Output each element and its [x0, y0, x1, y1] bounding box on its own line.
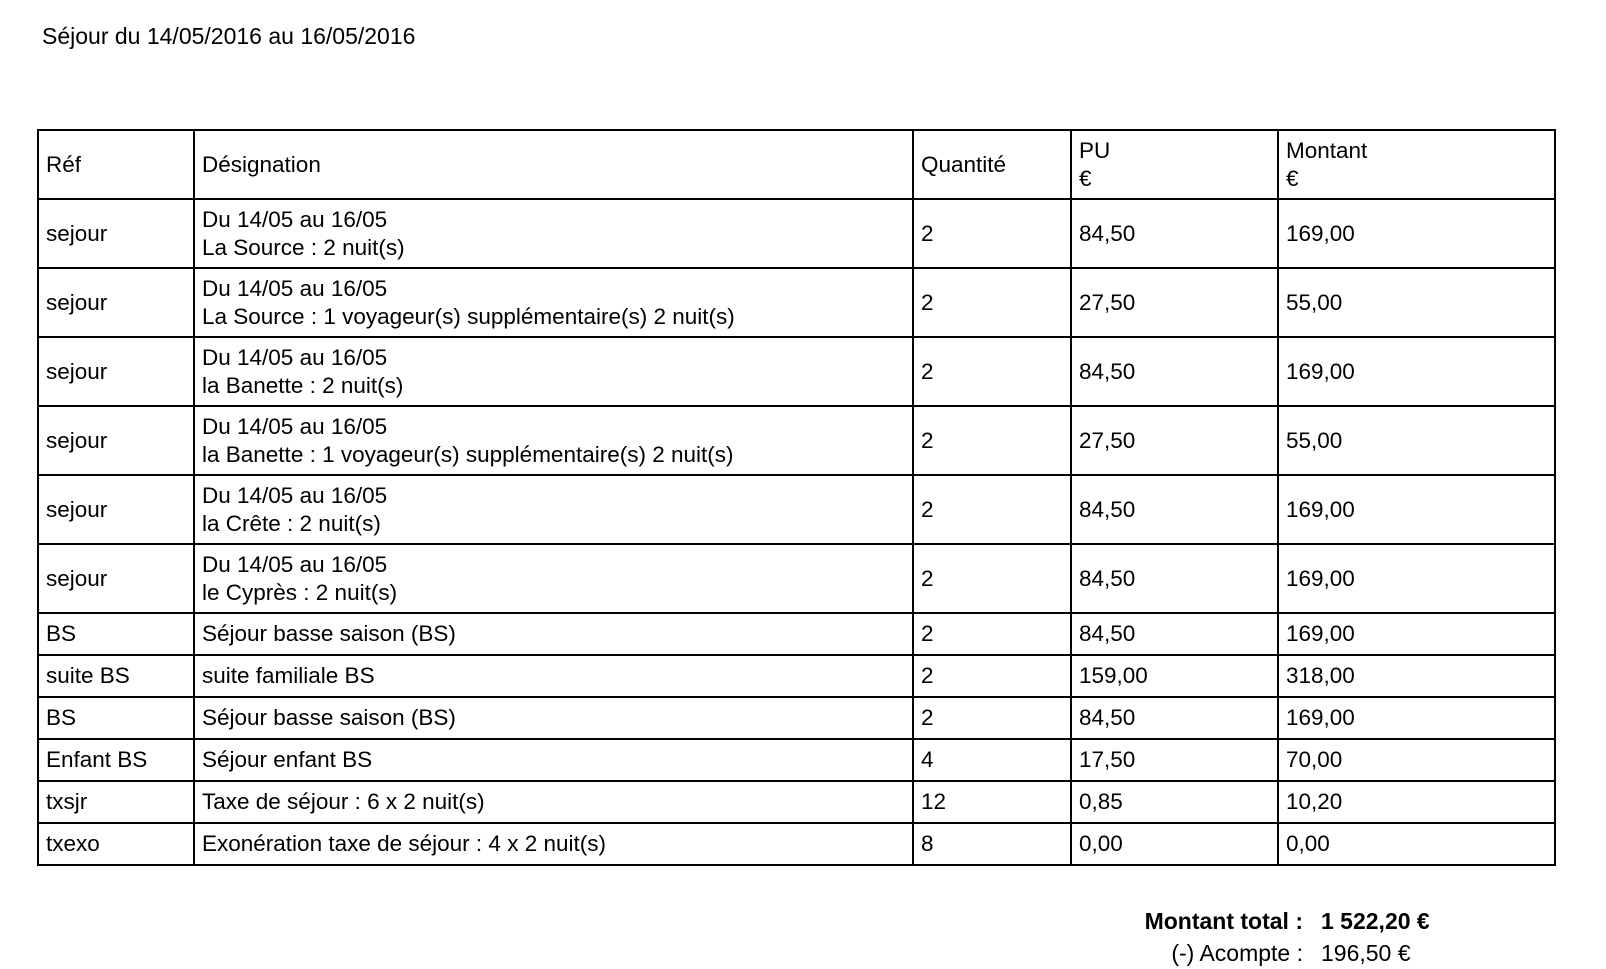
header-designation-label: Désignation — [202, 151, 321, 177]
designation-cell — [194, 337, 913, 406]
designation-cell — [194, 823, 913, 865]
table-row — [38, 697, 1555, 739]
designation-line: Taxe de séjour : 6 x 2 nuit(s) — [202, 789, 485, 814]
deposit-label: (-) Acompte : — [1171, 940, 1303, 966]
total-amount-label: Montant total : — [1144, 908, 1303, 934]
quantity-cell: 12 — [913, 781, 1071, 823]
amount-cell: 0,00 — [1278, 823, 1555, 865]
amount-cell: 318,00 — [1278, 655, 1555, 697]
quantity-cell: 2 — [913, 613, 1071, 655]
designation-cell — [194, 268, 913, 337]
total-amount-value: 1 522,20 € — [1321, 908, 1430, 934]
quantity-cell: 8 — [913, 823, 1071, 865]
unit-price-cell: 84,50 — [1071, 337, 1278, 406]
quantity-cell: 2 — [913, 199, 1071, 268]
designation-line: Séjour enfant BS — [202, 747, 373, 772]
unit-price-cell: 27,50 — [1071, 406, 1278, 475]
table-row — [38, 199, 1555, 268]
ref-cell: txexo — [38, 823, 194, 865]
designation-line: Du 14/05 au 16/05 — [202, 482, 388, 508]
designation-cell — [194, 781, 913, 823]
ref-cell: BS — [38, 697, 194, 739]
ref-cell: sejour — [38, 199, 194, 268]
table-row — [38, 475, 1555, 544]
ref-cell: sejour — [38, 475, 194, 544]
designation-cell — [194, 697, 913, 739]
table-row — [38, 406, 1555, 475]
designation-cell — [194, 475, 913, 544]
designation-cell — [194, 655, 913, 697]
designation-cell — [194, 613, 913, 655]
header-quantity — [913, 130, 1071, 199]
unit-price-cell: 0,85 — [1071, 781, 1278, 823]
unit-price-cell: 159,00 — [1071, 655, 1278, 697]
unit-price-cell: 84,50 — [1071, 613, 1278, 655]
designation-line: Du 14/05 au 16/05 — [202, 275, 388, 301]
amount-cell: 169,00 — [1278, 199, 1555, 268]
stay-title: Séjour du 14/05/2016 au 16/05/2016 — [42, 23, 416, 49]
ref-cell: Enfant BS — [38, 739, 194, 781]
header-ref — [38, 130, 194, 199]
amount-cell: 169,00 — [1278, 337, 1555, 406]
table-row — [38, 739, 1555, 781]
invoice-table — [37, 129, 1556, 866]
designation-line: Séjour basse saison (BS) — [202, 621, 456, 646]
quantity-cell: 2 — [913, 268, 1071, 337]
amount-cell: 55,00 — [1278, 406, 1555, 475]
amount-cell: 169,00 — [1278, 475, 1555, 544]
designation-line: la Banette : 1 voyageur(s) supplémentaire(s) 2 nuit(s) — [202, 441, 734, 467]
designation-cell — [194, 739, 913, 781]
designation-line: Séjour basse saison (BS) — [202, 705, 456, 730]
amount-cell: 55,00 — [1278, 268, 1555, 337]
unit-price-cell: 84,50 — [1071, 475, 1278, 544]
designation-line: La Source : 1 voyageur(s) supplémentaire(s) 2 nuit(s) — [202, 303, 735, 329]
ref-cell: sejour — [38, 337, 194, 406]
designation-line: la Crête : 2 nuit(s) — [202, 510, 381, 536]
table-row — [38, 613, 1555, 655]
designation-line: La Source : 2 nuit(s) — [202, 234, 405, 260]
designation-cell — [194, 406, 913, 475]
quantity-cell: 4 — [913, 739, 1071, 781]
invoice-table-body — [38, 199, 1555, 865]
ref-cell: sejour — [38, 268, 194, 337]
designation-line: Du 14/05 au 16/05 — [202, 206, 388, 232]
designation-line: Du 14/05 au 16/05 — [202, 551, 388, 577]
header-designation — [194, 130, 913, 199]
designation-line: Du 14/05 au 16/05 — [202, 413, 388, 439]
table-row — [38, 655, 1555, 697]
ref-cell: txsjr — [38, 781, 194, 823]
unit-price-cell: 27,50 — [1071, 268, 1278, 337]
total-amount-row — [1100, 905, 1430, 937]
designation-line: suite familiale BS — [202, 663, 375, 688]
ref-cell: sejour — [38, 406, 194, 475]
header-unit-price — [1071, 130, 1278, 199]
table-row — [38, 544, 1555, 613]
designation-line: Du 14/05 au 16/05 — [202, 344, 388, 370]
quantity-cell: 2 — [913, 655, 1071, 697]
amount-cell: 10,20 — [1278, 781, 1555, 823]
ref-cell: suite BS — [38, 655, 194, 697]
unit-price-cell: 84,50 — [1071, 199, 1278, 268]
ref-cell: BS — [38, 613, 194, 655]
header-quantity-label: Quantité — [921, 151, 1007, 177]
quantity-cell: 2 — [913, 406, 1071, 475]
unit-price-cell: 17,50 — [1071, 739, 1278, 781]
quantity-cell: 2 — [913, 337, 1071, 406]
header-row — [38, 130, 1555, 199]
table-row — [38, 337, 1555, 406]
header-amount-label: Montant — [1286, 137, 1368, 163]
header-ref-label: Réf — [46, 151, 82, 177]
header-unit-price-label: PU — [1079, 137, 1111, 163]
table-row — [38, 781, 1555, 823]
amount-cell: 169,00 — [1278, 613, 1555, 655]
amount-cell: 169,00 — [1278, 544, 1555, 613]
table-row — [38, 268, 1555, 337]
table-row — [38, 823, 1555, 865]
header-unit-price-currency: € — [1079, 165, 1092, 191]
designation-cell — [194, 544, 913, 613]
quantity-cell: 2 — [913, 544, 1071, 613]
designation-cell — [194, 199, 913, 268]
header-amount-currency: € — [1286, 165, 1299, 191]
quantity-cell: 2 — [913, 475, 1071, 544]
deposit-value: 196,50 € — [1321, 940, 1411, 966]
deposit-row — [1100, 937, 1430, 969]
ref-cell: sejour — [38, 544, 194, 613]
amount-cell: 169,00 — [1278, 697, 1555, 739]
invoice-table-header — [38, 130, 1555, 199]
unit-price-cell: 84,50 — [1071, 697, 1278, 739]
totals-block — [1100, 905, 1430, 969]
designation-line: Exonération taxe de séjour : 4 x 2 nuit(s) — [202, 831, 606, 856]
unit-price-cell: 84,50 — [1071, 544, 1278, 613]
quantity-cell: 2 — [913, 697, 1071, 739]
designation-line: le Cyprès : 2 nuit(s) — [202, 579, 398, 605]
unit-price-cell: 0,00 — [1071, 823, 1278, 865]
designation-line: la Banette : 2 nuit(s) — [202, 372, 404, 398]
header-amount — [1278, 130, 1555, 199]
amount-cell: 70,00 — [1278, 739, 1555, 781]
